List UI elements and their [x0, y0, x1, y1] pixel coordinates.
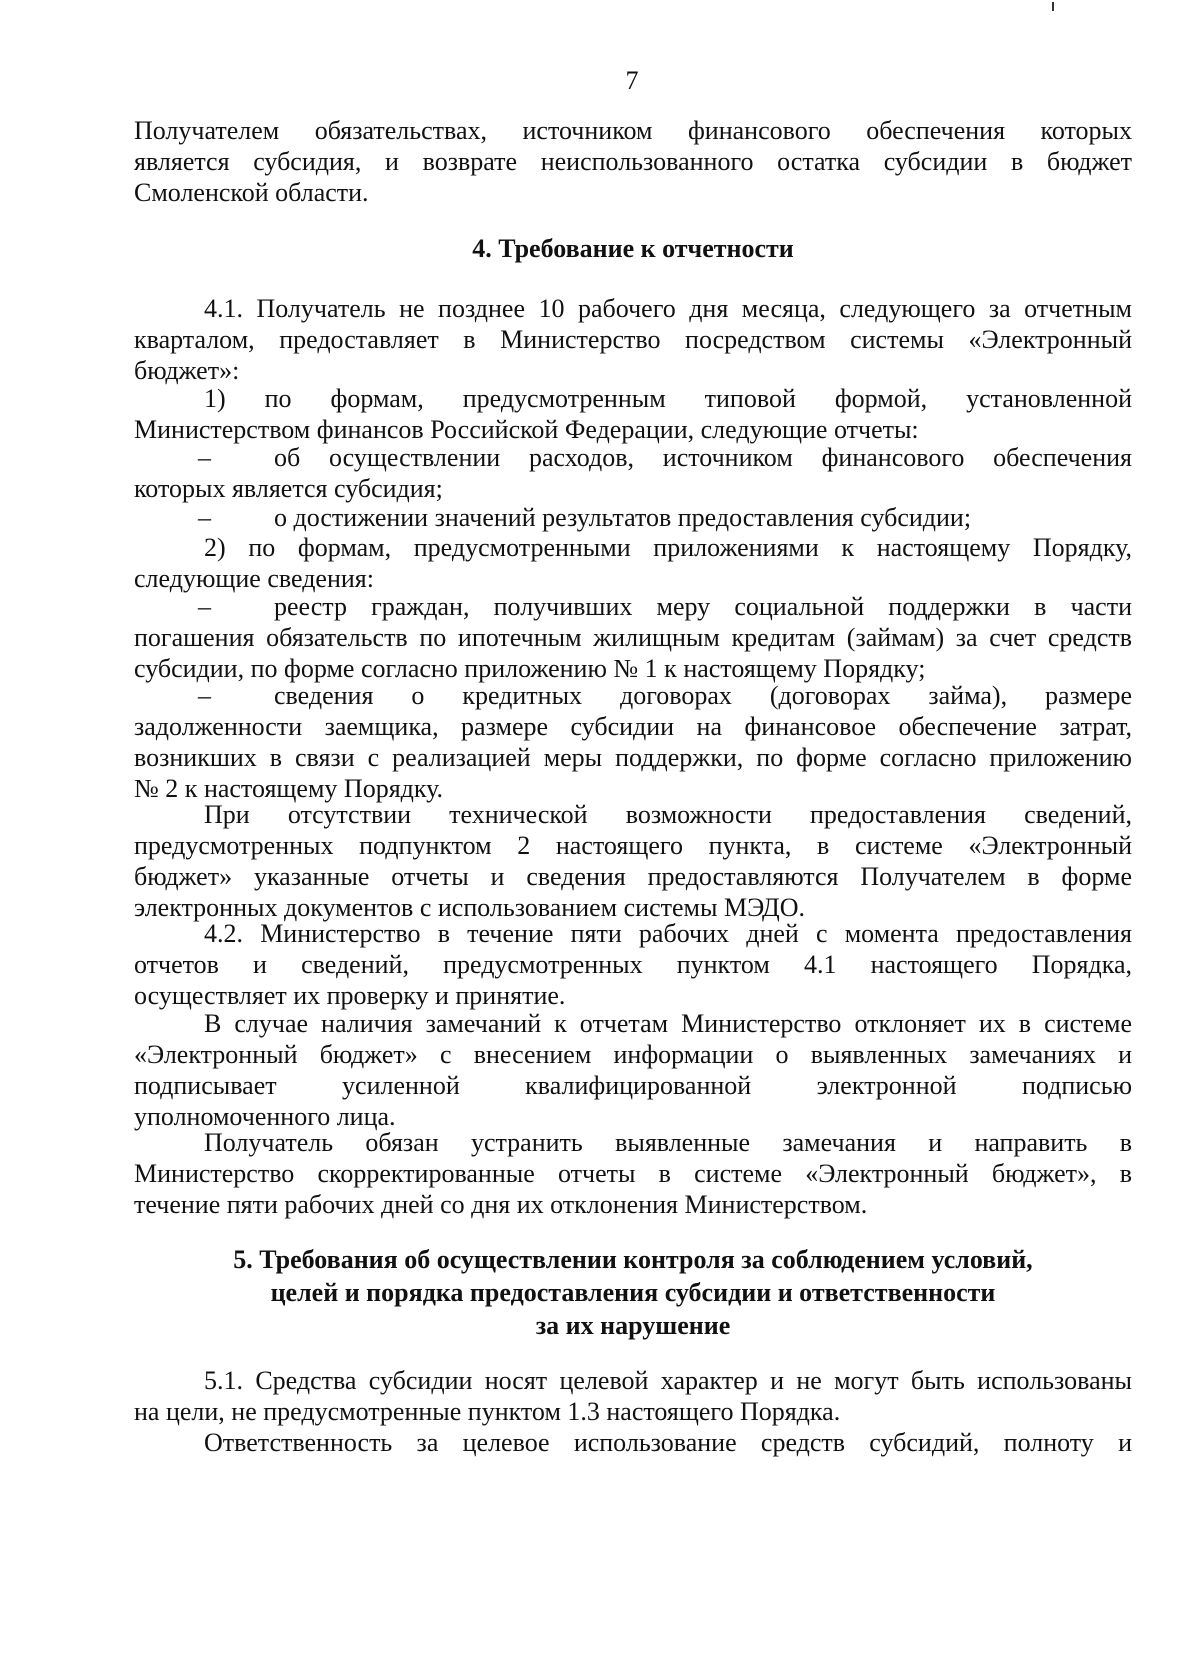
text-line: следующие сведения: — [134, 564, 374, 593]
text-line: 4.1. Получатель не позднее 10 рабочего дня месяца, следующего за отчетным — [204, 294, 1132, 323]
list-item-2 — [134, 532, 1132, 594]
paragraph-responsibility — [134, 1427, 1132, 1458]
text-line: предусмотренных подпунктом 2 настоящего пункта, в системе «Электронный — [134, 831, 1132, 860]
text-line: В случае наличия замечаний к отчетам Министерство отклоняет их в системе — [204, 1009, 1132, 1038]
text-line: электронных документов с использованием системы МЭДО. — [134, 893, 806, 922]
dash-item-expenses — [134, 442, 1132, 504]
text-line — [134, 680, 1132, 711]
text-line: № 2 к настоящему Порядку. — [134, 774, 444, 803]
heading-line: за их нарушение — [535, 1311, 731, 1340]
text-line: бюджет» указанные отчеты и сведения предоставляются Получателем в форме — [134, 862, 1132, 891]
dash-marker: – — [198, 592, 211, 621]
text-line: Министерством финансов Российской Федерации, следующие отчеты: — [134, 415, 919, 444]
dash-marker: – — [198, 681, 211, 710]
paragraph-4-2 — [134, 918, 1132, 1011]
text-line-content: о достижении значений результатов предоставления субсидии; — [274, 503, 972, 532]
text-line: Ответственность за целевое использование средств субсидий, полноту и — [204, 1428, 1132, 1457]
text-line: «Электронный бюджет» с внесением информации о выявленных замечаниях и — [134, 1040, 1132, 1069]
text-line — [134, 502, 1132, 533]
dash-item-results — [134, 502, 1132, 533]
paragraph-5-1 — [134, 1365, 1132, 1427]
paragraph-recipient-obligations — [134, 1127, 1132, 1220]
text-line — [134, 442, 1132, 473]
text-line: 4.2. Министерство в течение пяти рабочих дней с момента предоставления — [204, 919, 1132, 948]
intro-paragraph — [134, 115, 1132, 208]
text-line: 5.1. Средства субсидии носят целевой характер и не могут быть использованы — [204, 1366, 1132, 1395]
dash-item-registry — [134, 591, 1132, 684]
section-4-heading: 4. Требование к отчетности — [472, 234, 794, 263]
text-line-content: сведения о кредитных договорах (договорах займа), размере — [274, 681, 1132, 710]
page-number: 7 — [625, 66, 639, 95]
text-line: 2) по формам, предусмотренными приложениями к настоящему Порядку, — [204, 533, 1132, 562]
text-line: кварталом, предоставляет в Министерство посредством системы «Электронный — [134, 325, 1132, 354]
text-line: 1) по формам, предусмотренным типовой формой, установленной — [204, 384, 1132, 413]
text-line: на цели, не предусмотренные пунктом 1.3 настоящего Порядка. — [134, 1397, 841, 1426]
text-line: задолженности заемщика, размере субсидии на финансовое обеспечение затрат, — [134, 712, 1132, 741]
text-line-content: об осуществлении расходов, источником финансового обеспечения — [274, 443, 1132, 472]
heading-line: 5. Требования об осуществлении контроля за соблюдением условий, — [233, 1245, 1033, 1274]
text-line: Министерство скорректированные отчеты в системе «Электронный бюджет», в — [134, 1159, 1132, 1188]
text-line: погашения обязательств по ипотечным жилищным кредитам (займам) за счет средств — [134, 623, 1132, 652]
text-line: бюджет»: — [134, 356, 240, 385]
text-line: Получателем обязательствах, источником финансового обеспечения которых — [134, 116, 1132, 145]
scan-artifact-mark — [1052, 2, 1054, 11]
paragraph-absence — [134, 799, 1132, 923]
paragraph-remarks — [134, 1008, 1132, 1132]
text-line: возникших в связи с реализацией меры поддержки, по форме согласно приложению — [134, 743, 1132, 772]
section-5-heading — [134, 1243, 1132, 1342]
heading-line: целей и порядка предоставления субсидии и ответственности — [270, 1278, 996, 1307]
text-line: При отсутствии технической возможности предоставления сведений, — [204, 800, 1132, 829]
text-line: Получатель обязан устранить выявленные замечания и направить в — [204, 1128, 1132, 1157]
dash-marker: – — [198, 503, 211, 532]
text-line: отчетов и сведений, предусмотренных пунктом 4.1 настоящего Порядка, — [134, 950, 1132, 979]
text-line-content: реестр граждан, получивших меру социальной поддержки в части — [274, 592, 1132, 621]
text-line: осуществляет их проверку и принятие. — [134, 981, 566, 1010]
paragraph-4-1 — [134, 293, 1132, 386]
text-line: является субсидия, и возврате неиспользованного остатка субсидии в бюджет — [134, 147, 1132, 176]
text-line: субсидии, по форме согласно приложению № 1 к настоящему Порядку; — [134, 654, 926, 683]
text-line: подписывает усиленной квалифицированной электронной подписью — [134, 1071, 1132, 1100]
dash-marker: – — [198, 443, 211, 472]
dash-item-credit-agreements — [134, 680, 1132, 804]
text-line: Смоленской области. — [134, 178, 369, 207]
text-line — [134, 591, 1132, 622]
text-line: уполномоченного лица. — [134, 1102, 396, 1131]
text-line: которых является субсидия; — [134, 474, 443, 503]
list-item-1 — [134, 383, 1132, 445]
text-line: течение пяти рабочих дней со дня их отклонения Министерством. — [134, 1190, 868, 1219]
